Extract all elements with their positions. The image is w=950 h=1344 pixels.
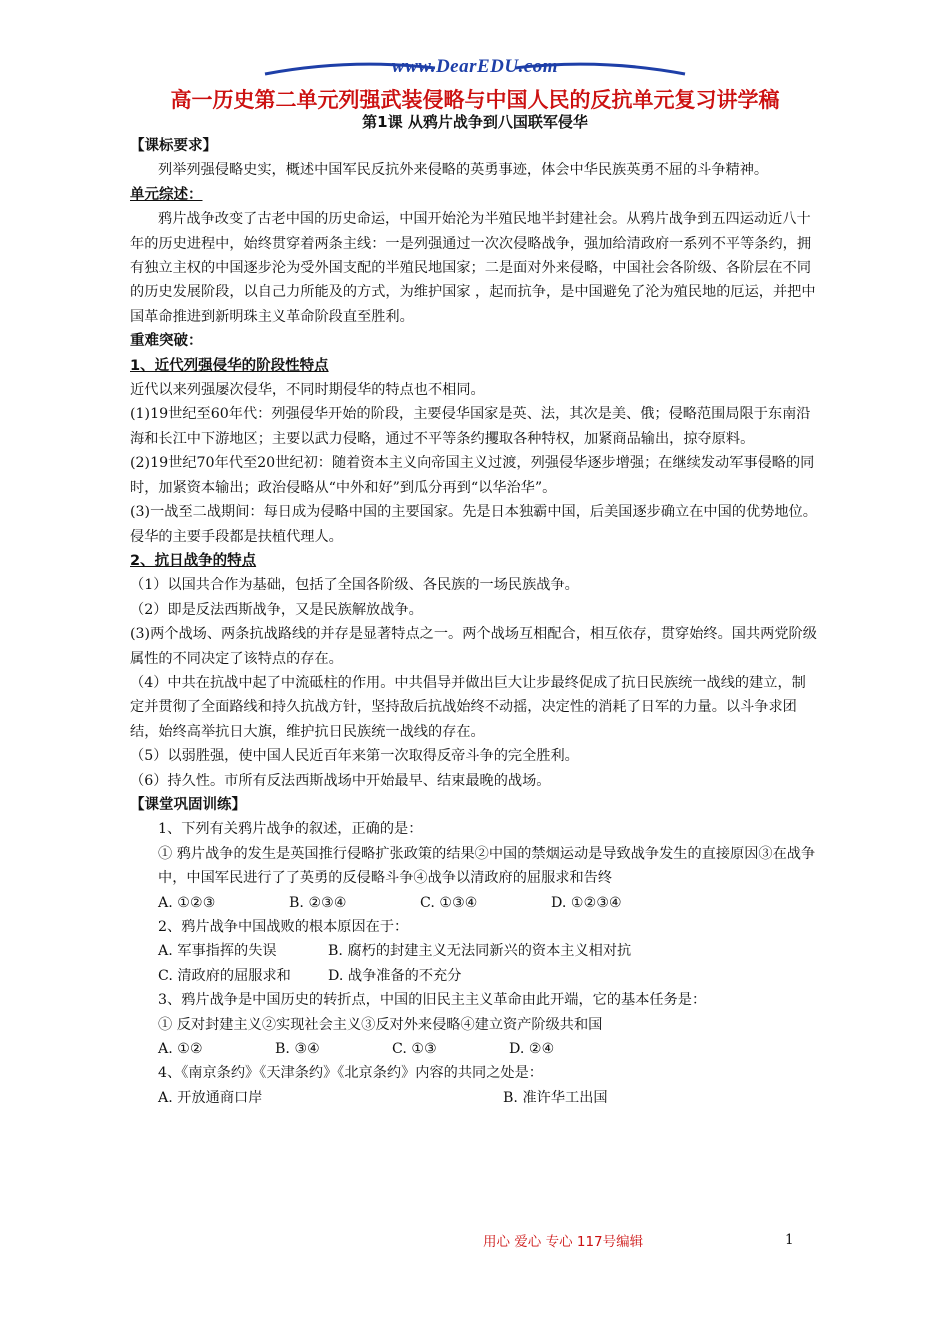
option-b: B. ②③④ bbox=[289, 894, 347, 911]
option-d: D. ②④ bbox=[509, 1041, 555, 1058]
option-d: D. 战争准备的不充分 bbox=[328, 967, 462, 984]
key1-heading: 1、近代列强侵华的阶段性特点 bbox=[130, 357, 329, 374]
key2-line: （1）以国共合作为基础，包括了全国各阶级、各民族的一场民族战争。 bbox=[130, 577, 579, 594]
question-stem: 3、鸦片战争是中国历史的转折点，中国的旧民主主义革命由此开端，它的基本任务是： bbox=[158, 992, 707, 1009]
option-d: D. ①②③④ bbox=[551, 894, 622, 911]
key1-line: 近代以来列强屡次侵华，不同时期侵华的特点也不相同。 bbox=[130, 382, 485, 399]
question-stem: 1、下列有关鸦片战争的叙述，正确的是： bbox=[158, 821, 423, 838]
key1-line: (3)一战至二战期间：每日成为侵略中国的主要国家。先是日本独霸中国，后美国逐步确立在中国的优势地位。侵华的主要手段都是扶植代理人。 bbox=[130, 504, 817, 545]
question-detail: ① 反对封建主义②实现社会主义③反对外来侵略④建立资产阶级共和国 bbox=[158, 1016, 603, 1033]
option-c: C. ①③④ bbox=[420, 894, 478, 911]
option-a: A. ①②③ bbox=[158, 894, 216, 911]
question-3 bbox=[130, 988, 820, 1061]
key1-line: (1)19世纪至60年代：列强侵华开始的阶段，主要侵华国家是英、法，其次是美、俄；侵略范围局限于东南沿海和长江中下游地区；主要以武力侵略，通过不平等条约攫取各种特权，加紧商品输出，掠夺原料。 bbox=[130, 406, 811, 447]
lesson-title: 第1课 从鸦片战争到八国联军侵华 bbox=[362, 113, 588, 131]
page-number: 1 bbox=[785, 1232, 794, 1248]
key2-line: （4）中共在抗战中起了中流砥柱的作用。中共倡导并做出巨大让步最终促成了抗日民族统一战线的建立，制定并贯彻了全面路线和持久抗战方针，坚持敌后抗战始终不动摇，决定性的消耗了日军的力量。以斗争求团结，始终高举抗日大旗，维护抗日民族统一战线的存在。 bbox=[130, 674, 806, 740]
option-c: C. 清政府的屈服求和 bbox=[158, 967, 291, 984]
document-body bbox=[130, 134, 820, 1110]
key2-line: （5）以弱胜强，使中国人民近百年来第一次取得反帝斗争的完全胜利。 bbox=[130, 748, 579, 765]
key2-heading: 2、抗日战争的特点 bbox=[130, 552, 257, 569]
question-options bbox=[158, 939, 820, 963]
question-1 bbox=[130, 817, 820, 915]
site-logo bbox=[260, 54, 690, 84]
question-options bbox=[158, 891, 820, 915]
logo-text: www.DearEDU.com bbox=[391, 56, 559, 77]
option-b: B. 准许华工出国 bbox=[503, 1089, 608, 1106]
standards-heading: 【课标要求】 bbox=[130, 138, 217, 154]
option-b: B. ③④ bbox=[275, 1041, 320, 1058]
option-a: A. 军事指挥的失误 bbox=[158, 943, 277, 960]
option-a: A. ①② bbox=[158, 1041, 203, 1058]
key2-line: (3)两个战场、两条抗战路线的并存是显著特点之一。两个战场互相配合，相互依存，贯穿始终。国共两党阶级属性的不同决定了该特点的存在。 bbox=[130, 626, 817, 667]
question-stem: 2、鸦片战争中国战败的根本原因在于： bbox=[158, 919, 409, 935]
document-title: 高一历史第二单元列强武装侵略与中国人民的反抗单元复习讲学稿 bbox=[170, 88, 780, 112]
standards-text: 列举列强侵略史实，概述中国军民反抗外来侵略的英勇事迹，体会中华民族英勇不屈的斗争精神。 bbox=[158, 162, 769, 179]
question-stem: 4、《南京条约》《天津条约》《北京条约》内容的共同之处是： bbox=[158, 1065, 543, 1082]
overview-heading: 单元综述： bbox=[130, 186, 203, 203]
question-4 bbox=[130, 1061, 820, 1110]
option-c: C. ①③ bbox=[392, 1041, 437, 1058]
key2-line: （2）即是反法西斯战争，又是民族解放战争。 bbox=[130, 601, 423, 618]
option-a: A. 开放通商口岸 bbox=[158, 1089, 263, 1106]
question-options bbox=[158, 1086, 820, 1110]
question-detail: ① 鸦片战争的发生是英国推行侵略扩张政策的结果②中国的禁烟运动是导致战争发生的直接原因③在战争中，中国军民进行了了英勇的反侵略斗争④战争以清政府的屈服求和告终 bbox=[158, 845, 816, 887]
question-options bbox=[158, 964, 820, 988]
key1-line: (2)19世纪70年代至20世纪初：随着资本主义向帝国主义过渡，列强侵华逐步增强；在继续发动军事侵略的同时，加紧资本输出；政治侵略从“中外和好”到瓜分再到“以华治华”。 bbox=[130, 455, 815, 496]
footer-text: 用心 爱心 专心 117号编辑 bbox=[483, 1234, 644, 1250]
key2-line: （6）持久性。市所有反法西斯战场中开始最早、结束最晚的战场。 bbox=[130, 772, 551, 789]
question-2 bbox=[130, 915, 820, 988]
overview-text: 鸦片战争改变了古老中国的历史命运，中国开始沦为半殖民地半封建社会。从鸦片战争到五四运动近八十年的历史进程中，始终贯穿着两条主线：一是列强通过一次次侵略战争，强加给清政府一系列不平等条约，拥有独立主权的中国逐步沦为受外国支配的半殖民地国家；二是面对外来侵略，中国社会各阶级、各阶层在不同的历史发展阶段，以自己力所能及的方式，为维护国家 ，起而抗争，是中国避免了沦为殖民地的厄运，并把中国革命推进到新明珠主义革命阶段直至胜利。 bbox=[130, 211, 816, 325]
question-options bbox=[158, 1037, 820, 1061]
option-b: B. 腐朽的封建主义无法同新兴的资本主义相对抗 bbox=[328, 943, 632, 960]
practice-heading: 【课堂巩固训练】 bbox=[130, 796, 246, 813]
key-heading: 重难突破： bbox=[130, 333, 203, 350]
